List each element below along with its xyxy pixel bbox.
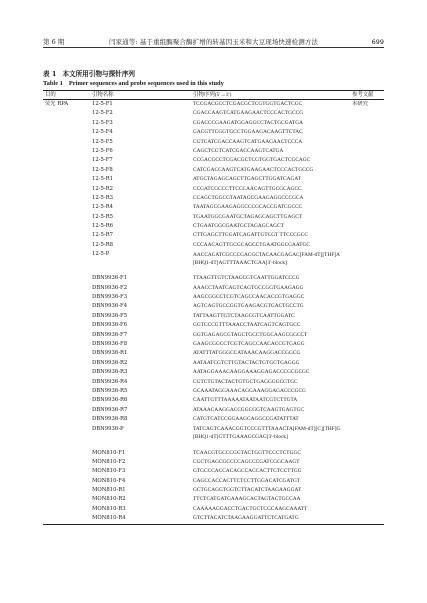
cell-primer-name: DBN9936-F6 bbox=[92, 322, 128, 329]
table-header bbox=[43, 91, 384, 100]
cell-sequence: GCAAATAGGAAACAGGAAAGGAGACCCGCG bbox=[193, 387, 306, 394]
cell-primer-name: DBN9936-F5 bbox=[92, 312, 128, 319]
cell-primer-name: 12-5-R7 bbox=[92, 232, 114, 239]
cell-primer-name: DBN9936-F4 bbox=[92, 303, 128, 310]
cell-primer-name: MON810-F1 bbox=[92, 449, 126, 456]
cell-primer-name: 12-5-R8 bbox=[92, 241, 114, 248]
table-row bbox=[43, 128, 384, 137]
table-row bbox=[43, 222, 384, 231]
cell-sequence: GTCTTACATCTAAGAAGGATTCTCATGATG bbox=[193, 515, 299, 522]
cell-sequence: TAATAGCGAAGAGGCCCGCACCGATCGCCC bbox=[193, 204, 303, 211]
running-header bbox=[43, 37, 384, 48]
table-caption-en bbox=[43, 79, 224, 88]
table-row bbox=[43, 331, 384, 340]
cell-primer-name: DBN9936-F7 bbox=[92, 331, 128, 338]
cell-sequence: GAAGCGGCCTCGTCAGCCAACACCGTGAGG bbox=[193, 340, 305, 347]
table-row bbox=[43, 302, 384, 311]
cell-primer-name: DBN9936-R8 bbox=[92, 416, 128, 423]
table-label-en: Table 1 bbox=[43, 80, 63, 87]
table-row bbox=[43, 241, 384, 250]
cell-sequence: CTGAATGGCGAATGCTAGAGCAGCT bbox=[193, 223, 284, 230]
col-header-name: 引物名称 bbox=[92, 92, 114, 98]
table-row bbox=[43, 274, 384, 283]
cell-primer-name: 12-5-F2 bbox=[92, 110, 113, 117]
cell-primer-name: MON810-F3 bbox=[92, 468, 126, 475]
cell-reference: 本研究 bbox=[352, 101, 368, 107]
cell-sequence: ATAAACAAGGACCGGCGGTCAAGTGAGTGC bbox=[193, 406, 305, 413]
table-row bbox=[43, 231, 384, 240]
cell-sequence bbox=[193, 250, 363, 267]
table-row bbox=[43, 514, 384, 523]
cell-sequence: CATCGACCAAGTCATGAAGAACTCCCACTGCCG bbox=[193, 166, 314, 173]
cell-primer-name: 12-5-R3 bbox=[92, 194, 114, 201]
cell-primer-name: MON810-R1 bbox=[92, 487, 126, 494]
cell-primer-name: 12-5-R1 bbox=[92, 176, 114, 183]
cell-sequence: AATAGGAAACAAGGAAAGGAGACCCGCGCGC bbox=[193, 369, 310, 376]
table-row bbox=[43, 312, 384, 321]
cell-primer-name: DBN9936-F8 bbox=[92, 340, 128, 347]
cell-purpose: 荧光 RPA bbox=[45, 101, 69, 107]
table-row bbox=[43, 495, 384, 504]
cell-primer-name: 12-5-P bbox=[92, 251, 110, 258]
table-row bbox=[43, 396, 384, 405]
table-row bbox=[43, 100, 384, 109]
table-row bbox=[43, 203, 384, 212]
cell-sequence: ATGCTAGAGCAGCTTGAGCTTGGATCAGAT bbox=[193, 176, 301, 183]
cell-primer-name: DBN9936-F2 bbox=[92, 284, 128, 291]
table-title-en: Primer sequences and probe sequences used in this study bbox=[68, 80, 224, 87]
col-header-purpose: 目的 bbox=[45, 92, 56, 98]
cell-sequence: CGTCATCGACCAAGTCATGAAGAACTCCCA bbox=[193, 138, 303, 145]
cell-sequence: GTGCCCACCACAGCCACCACTTCTCCTTGG bbox=[193, 468, 302, 475]
sequence-line-1: TATCAGTCAAACGGTCCCGTTTAAACTA[FAM-dT][C][THF]G bbox=[193, 426, 341, 432]
cell-sequence: AGTCAGTGCCGGTGAAGACGTGACTGCCTG bbox=[193, 303, 304, 310]
cell-sequence: CCCAACAGTTGCGCAGCCTGAATGGCGAATGC bbox=[193, 241, 310, 248]
table-row bbox=[43, 321, 384, 330]
table-row bbox=[43, 340, 384, 349]
cell-sequence: CATGTCATCCGGAAGCAGGCCGATATTTAT bbox=[193, 416, 299, 423]
cell-primer-name: DBN9936-R2 bbox=[92, 359, 128, 366]
table-row bbox=[43, 505, 384, 514]
table-row bbox=[43, 387, 384, 396]
table-row bbox=[43, 284, 384, 293]
table-row bbox=[43, 467, 384, 476]
cell-sequence: TTAAGTTGTCTAAGCGTCAATTGGATCCCG bbox=[193, 275, 300, 282]
table-row bbox=[43, 477, 384, 486]
cell-sequence: CAATTGTTTAAAAATAATAATCGTCTTGTA bbox=[193, 397, 298, 404]
cell-primer-name: MON810-F4 bbox=[92, 477, 126, 484]
cell-sequence: CCAGCTGGCGTAATAGCGAAGAGGCCCGCA bbox=[193, 194, 304, 201]
sequence-line-1: AACCACATCGCCCGACGCTACAACGAGAC[FAM-dT][THF]A bbox=[193, 251, 341, 258]
table-row bbox=[43, 156, 384, 165]
cell-primer-name: 12-5-F3 bbox=[92, 119, 113, 126]
cell-primer-name: 12-5-R5 bbox=[92, 213, 114, 220]
cell-sequence: TGAATGGCGAATGCTAGAGCAGCTTGAGCT bbox=[193, 213, 303, 220]
cell-sequence: TATTAAGTTGTCTAAGCGTCAATTGGATC bbox=[193, 312, 295, 319]
table-row bbox=[43, 425, 384, 443]
table-row bbox=[43, 293, 384, 302]
cell-sequence: CAAAAAGGACCTGACTGCTCGCAAGCAAATT bbox=[193, 505, 308, 512]
cell-primer-name: 12-5-F6 bbox=[92, 147, 113, 154]
table-row bbox=[43, 109, 384, 118]
table-row bbox=[43, 166, 384, 175]
cell-primer-name: DBN9936-R7 bbox=[92, 406, 128, 413]
cell-sequence: AATAATCGTCTTGTACTACTGTGCTGAGGG bbox=[193, 359, 300, 366]
table-label-cn: 表 1 bbox=[43, 70, 57, 78]
table-row bbox=[43, 213, 384, 222]
table-row bbox=[43, 147, 384, 156]
col-header-sequence: 引物序列(5'→3') bbox=[193, 92, 232, 98]
cell-sequence: AAGCGGCCTCGTCAGCCAACACCGTGAGGC bbox=[193, 294, 305, 301]
table-row bbox=[43, 458, 384, 467]
cell-sequence: GCTGCAGGTGGTCTTACATCTAAGAAGGAT bbox=[193, 487, 302, 494]
table-row bbox=[43, 194, 384, 203]
cell-primer-name: 12-5-F8 bbox=[92, 166, 113, 173]
cell-sequence: TCCGACGCCTCGACGCTCGTGGTGACTCGC bbox=[193, 101, 303, 107]
cell-sequence: AAACCTAATCAGTCAGTGCCGGTGAAGAGG bbox=[193, 284, 304, 291]
primer-table bbox=[43, 90, 384, 525]
cell-primer-name: 12-5-F5 bbox=[92, 138, 113, 145]
table-row bbox=[43, 349, 384, 358]
cell-primer-name: DBN9936-F1 bbox=[92, 275, 128, 282]
col-header-reference: 参考文献 bbox=[352, 92, 374, 98]
table-row bbox=[43, 250, 384, 268]
cell-primer-name: DBN9936-R3 bbox=[92, 369, 128, 376]
table-row bbox=[43, 368, 384, 377]
cell-primer-name: DBN9936-P bbox=[92, 425, 124, 432]
table-row bbox=[43, 175, 384, 184]
cell-sequence: CAGCTCGTCATCGACCAAGTCATGA bbox=[193, 147, 284, 154]
cell-sequence: CTTGAGCTTGGATCAGATTGTCGT TTCCCGCC bbox=[193, 232, 308, 239]
cell-primer-name: DBN9936-R4 bbox=[92, 378, 128, 385]
cell-sequence bbox=[193, 425, 363, 442]
cell-primer-name: MON810-R2 bbox=[92, 496, 126, 503]
table-row bbox=[43, 486, 384, 495]
cell-sequence: CGACCCGAAGATGGAGGCCTACTGCGATGA bbox=[193, 119, 303, 126]
table-row bbox=[43, 378, 384, 387]
table-row bbox=[43, 119, 384, 128]
cell-primer-name: MON810-F2 bbox=[92, 458, 126, 465]
cell-sequence: TCAACGTGCCCGGTACTGGTTCCCTCTGGC bbox=[193, 449, 301, 456]
cell-primer-name: 12-5-R2 bbox=[92, 185, 114, 192]
cell-sequence: CGCTGAGCGCCCCAGCCCGATCGGCAAGT bbox=[193, 458, 300, 465]
table-title-cn: 本文所用引物与探针序列 bbox=[62, 70, 136, 78]
cell-primer-name: 12-5-F1 bbox=[92, 101, 113, 107]
cell-primer-name: 12-5-F7 bbox=[92, 157, 113, 164]
table-row bbox=[43, 138, 384, 147]
cell-sequence: CCGACGCCTCGACGCTCGTGGTGACTCGCAGC bbox=[193, 157, 311, 164]
cell-primer-name: 12-5-R6 bbox=[92, 223, 114, 230]
cell-primer-name: MON810-R3 bbox=[92, 505, 126, 512]
cell-primer-name: 12-5-F4 bbox=[92, 129, 113, 136]
page-number: 699 bbox=[371, 38, 384, 46]
sequence-line-2: [BHQ1-dT]GTTTGAAAGCGAG[3'-block] bbox=[193, 434, 288, 440]
cell-primer-name: DBN9936-F3 bbox=[92, 294, 128, 301]
table-caption-cn bbox=[43, 70, 135, 79]
table-body bbox=[43, 100, 384, 524]
cell-sequence: GGTGAGAGCGTAGCTGCCTGGCAAGCGGCCT bbox=[193, 331, 308, 338]
cell-sequence: ATATTTATGGGCCATAAACAAGGACCGGCG bbox=[193, 350, 301, 357]
cell-primer-name: DBN9936-R5 bbox=[92, 387, 128, 394]
table-row bbox=[43, 185, 384, 194]
issue-number: 第 6 期 bbox=[43, 38, 65, 46]
sequence-line-2: [BHQ1-dT]AGTTTAAACTGAA[3'-block] bbox=[193, 259, 287, 266]
cell-primer-name: 12-5-R4 bbox=[92, 204, 114, 211]
cell-sequence: GACGTTCGGTGCCTGGAAGACAAGTTCTAC bbox=[193, 129, 303, 136]
table-row bbox=[43, 359, 384, 368]
cell-primer-name: DBN9936-R1 bbox=[92, 350, 128, 357]
cell-sequence: GGTCCCGTTTAAACCTAATCAGTCAGTGCC bbox=[193, 322, 301, 329]
cell-primer-name: DBN9936-R6 bbox=[92, 397, 128, 404]
cell-sequence: CGTCTGTACTACTGTGCTGAGGGGCGTGC bbox=[193, 378, 298, 385]
cell-sequence: CAGCCACCACTTCTCCTTGGACATCGATGT bbox=[193, 477, 301, 484]
running-title: 闫家通等: 基于重组酶聚合酶扩增的转基因玉米和大豆现场快速检测方法 bbox=[108, 38, 319, 46]
cell-sequence: CGACCAAGTCATGAAGAACTCCCACTGCCG bbox=[193, 110, 304, 117]
table-row bbox=[43, 406, 384, 415]
cell-sequence: TTCTCATGATGAAAGCACTAGTACTGCCAA bbox=[193, 496, 301, 503]
table-row bbox=[43, 449, 384, 458]
cell-sequence: CCGATCGCCCTTCCCAACAGTTGCGCAGCC bbox=[193, 185, 302, 192]
cell-primer-name: MON810-R4 bbox=[92, 515, 126, 522]
table-row bbox=[43, 415, 384, 424]
